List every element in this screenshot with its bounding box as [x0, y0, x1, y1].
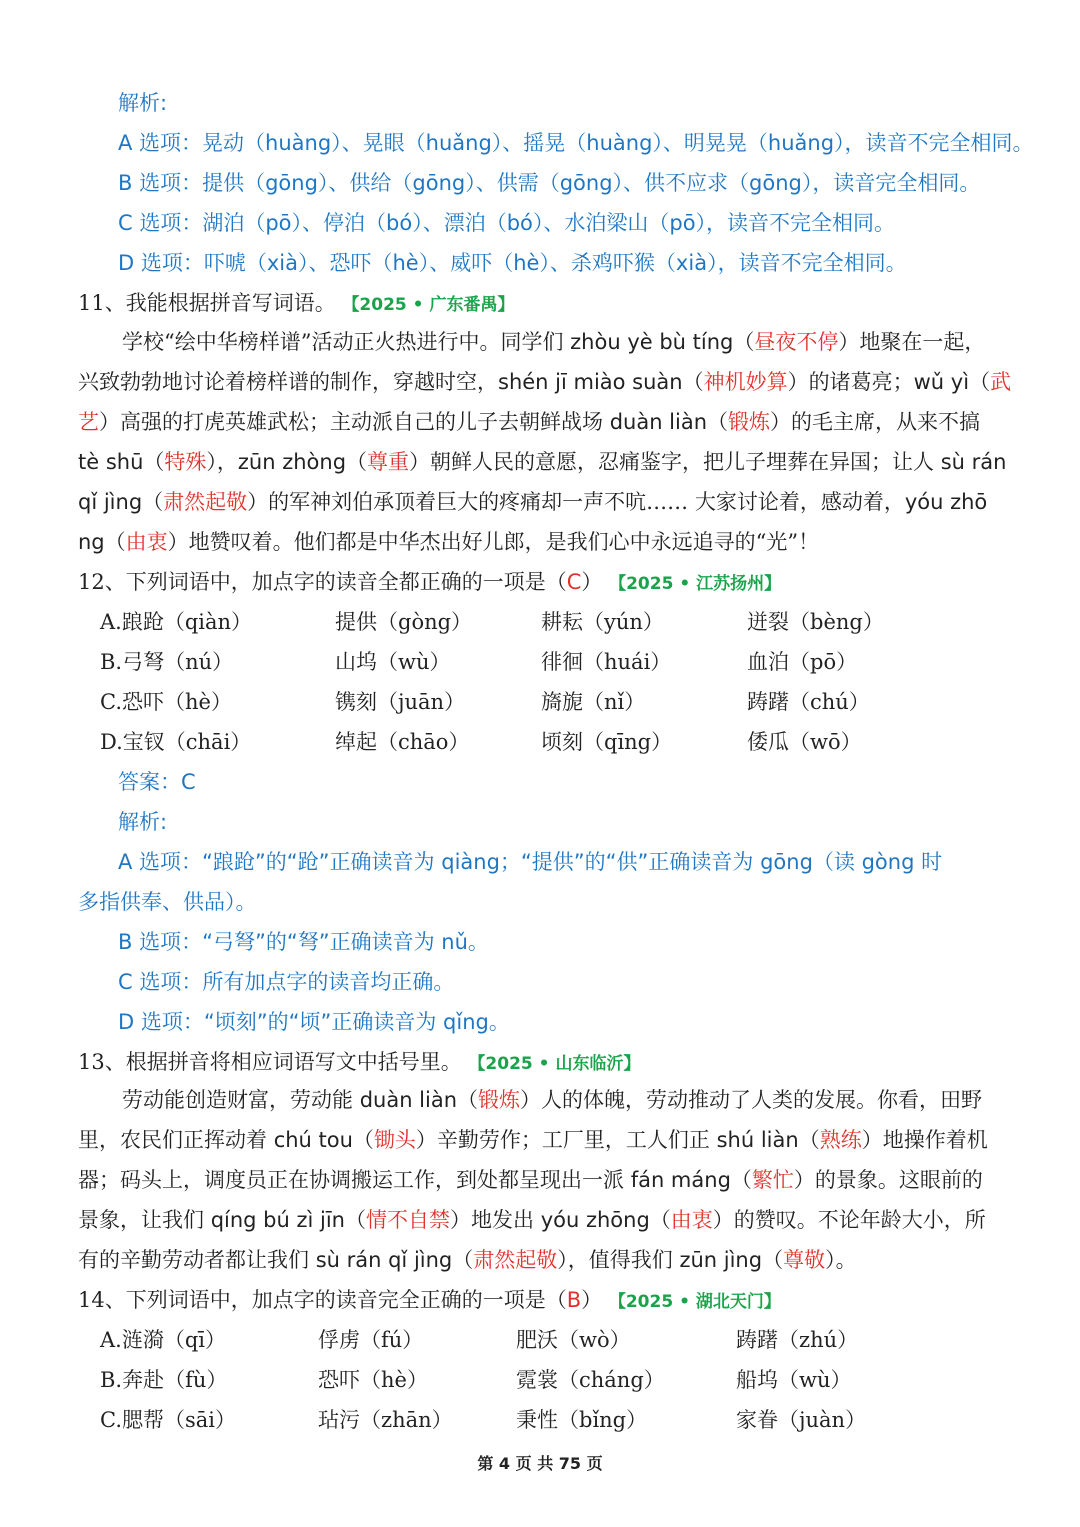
- q13-text: （: [649, 1208, 671, 1232]
- q11-text: （: [733, 330, 755, 354]
- q11-text: （: [142, 490, 164, 514]
- q12-option-item: 耕耘（yún）: [541, 610, 664, 634]
- q13-text: （: [762, 1248, 784, 1272]
- q12-option-item: 倭瓜（wō）: [747, 730, 862, 754]
- answer-word: 尊敬: [783, 1248, 826, 1272]
- q12-analysis-d: D 选项：“顷刻”的“顷”正确读音为 qǐng。: [118, 1010, 510, 1034]
- q13-text: 里，农民们正挥动着: [78, 1128, 274, 1152]
- pinyin: shú liàn: [716, 1128, 799, 1152]
- q12-option-item: 徘徊（huái）: [541, 650, 672, 674]
- q13-text: （: [457, 1088, 479, 1112]
- q13-text: （: [730, 1168, 752, 1192]
- answer-word: 尊重: [367, 450, 410, 474]
- answer-word: 昼夜不停: [754, 330, 839, 354]
- q13-text: ）的景象。这眼前的: [793, 1168, 983, 1192]
- pinyin: sù rán: [940, 450, 1007, 474]
- q12-option-item: 迸裂（bèng）: [747, 610, 884, 634]
- q11-line-6: [78, 522, 1080, 562]
- q13-tag: 【2025 • 山东临沂】: [468, 1054, 641, 1074]
- answer-word: 武: [990, 370, 1012, 394]
- q12-analysis-label: 解析:: [118, 810, 168, 834]
- page-number-footer: 第 4 页 共 75 页: [477, 1454, 603, 1473]
- q12-answer-letter: C: [566, 570, 582, 594]
- q14-option-item: A.涟漪（qī）: [100, 1328, 226, 1352]
- prev-analysis-a: A 选项：晃动（huàng）、晃眼（huǎng）、摇晃（huàng）、明晃晃（huǎng），读音不完全相同。: [118, 131, 1034, 155]
- q11-line-5: [78, 482, 1080, 522]
- q12-stem: 12、下列词语中，加点字的读音全都正确的一项是（: [78, 570, 567, 594]
- q13-text: 有的辛勤劳动者都让我们: [78, 1248, 316, 1272]
- q13-stem: 13、根据拼音将相应词语写文中括号里。: [78, 1050, 462, 1074]
- pinyin: yóu zhō: [904, 490, 988, 514]
- pinyin: zūn jìng: [679, 1248, 763, 1272]
- pinyin: qíng bú zì jīn: [210, 1208, 345, 1232]
- q13-text: ）地操作着机: [861, 1128, 988, 1152]
- q12-option-item: 顷刻（qīng）: [541, 730, 673, 754]
- q11-text: ），: [206, 450, 238, 474]
- q14-option-item: 玷污（zhān）: [318, 1408, 453, 1432]
- q12-option-item: D.宝钗（chāi）: [100, 730, 252, 754]
- q13-text: 器；码头上，调度员正在协调搬运工作，到处都呈现出一派: [78, 1168, 631, 1192]
- q14-option-item: C.腮帮（sāi）: [100, 1408, 237, 1432]
- answer-word: 肃然起敬: [473, 1248, 558, 1272]
- q12-option-item: B.弓弩（nú）: [100, 650, 234, 674]
- q12-option-row: [100, 722, 1080, 762]
- q11-text: 兴致勃勃地讨论着榜样谱的制作，穿越时空，: [78, 370, 498, 394]
- q13-text: ）的赞叹。不论年龄大小，所: [712, 1208, 986, 1232]
- q14-option-item: 家眷（juàn）: [736, 1408, 867, 1432]
- q13-text: ），值得我们: [557, 1248, 680, 1272]
- q13-line-4: [78, 1200, 1080, 1240]
- q14-stem-line: [78, 1280, 1080, 1320]
- q11-tag: 【2025 • 广东番禺】: [342, 295, 515, 315]
- q14-option-item: 踌躇（zhú）: [736, 1328, 859, 1352]
- q13-line-5: [78, 1240, 1080, 1280]
- answer-word: 由衷: [125, 530, 168, 554]
- answer-word: 特殊: [164, 450, 207, 474]
- q12-option-item: 绰起（chāo）: [335, 730, 470, 754]
- answer-word: 艺: [78, 410, 99, 434]
- q12-option-row: [100, 642, 1080, 682]
- q11-text: ）的军神刘伯承顶着巨大的疼痛却一声不吭…… 大家讨论着，感动着，: [247, 490, 905, 514]
- q14-option-item: 秉性（bǐng）: [516, 1408, 648, 1432]
- q13-text: 劳动能创造财富，劳动能: [122, 1088, 360, 1112]
- q12-answer-line: 答案：C: [118, 770, 196, 794]
- q14-tag: 【2025 • 湖北天门】: [608, 1292, 781, 1312]
- q11-text: ）地赞叹着。他们都是中华杰出好儿郎，是我们心中永远追寻的“光”！: [167, 530, 820, 554]
- q12-option-item: 山坞（wù）: [335, 650, 451, 674]
- q11-text: ）朝鲜人民的意愿，忍痛鉴字，把儿子埋葬在异国；让人: [409, 450, 941, 474]
- q11-text: ）高强的打虎英雄武松；主动派自己的儿子去朝鲜战场: [99, 410, 610, 434]
- q12-analysis-c: C 选项：所有加点字的读音均正确。: [118, 970, 455, 994]
- q12-option-item: 镌刻（juān）: [335, 690, 466, 714]
- q13-text: ）辛勤劳作；工厂里，工人们正: [415, 1128, 717, 1152]
- q12-analysis-a1: A 选项：“踉跄”的“跄”正确读音为 qiàng；“提供”的“供”正确读音为 gōng（读 gòng 时: [118, 850, 943, 874]
- q12-option-item: 踌躇（chú）: [747, 690, 870, 714]
- pinyin: shén jī miào suàn: [498, 370, 683, 394]
- pinyin: duàn liàn: [609, 410, 708, 434]
- q13-text: ）地发出: [450, 1208, 541, 1232]
- q11-text: （: [707, 410, 729, 434]
- q12-option-item: C.恐吓（hè）: [100, 690, 232, 714]
- q12-analysis-b: B 选项：“弓弩”的“弩”正确读音为 nǔ。: [118, 930, 489, 954]
- q11-text: （: [682, 370, 704, 394]
- q12-option-row: [100, 682, 1080, 722]
- q14-stem: 14、下列词语中，加点字的读音完全正确的一项是（: [78, 1288, 567, 1312]
- q12-option-row: [100, 602, 1080, 642]
- pinyin: duàn liàn: [359, 1088, 458, 1112]
- prev-analysis-c: C 选项：湖泊（pō）、停泊（bó）、漂泊（bó）、水泊梁山（pō），读音不完全相同。: [118, 211, 896, 235]
- answer-word: 锻炼: [728, 410, 771, 434]
- pinyin: fán máng: [630, 1168, 731, 1192]
- q12-stem-line: [78, 562, 1080, 602]
- q14-option-item: 霓裳（cháng）: [516, 1368, 665, 1392]
- q12-option-item: 旖旎（nǐ）: [541, 690, 646, 714]
- q14-option-row: [100, 1320, 1080, 1360]
- answer-word: 锻炼: [478, 1088, 521, 1112]
- q11-line-2: [78, 362, 1080, 402]
- q13-text: （: [345, 1208, 366, 1232]
- q11-text: （: [104, 530, 126, 554]
- q12-option-item: 提供（gòng）: [335, 610, 473, 634]
- q14-option-item: 船坞（wù）: [736, 1368, 852, 1392]
- q11-text: 学校“绘中华榜样谱”活动正火热进行中。同学们: [122, 330, 571, 354]
- pinyin: yóu zhōng: [540, 1208, 650, 1232]
- prev-analysis-d: D 选项：吓唬（xià）、恐吓（hè）、威吓（hè）、杀鸡吓猴（xià），读音不完全相同。: [118, 251, 907, 275]
- answer-word: 肃然起敬: [163, 490, 248, 514]
- q11-line-4: [78, 442, 1080, 482]
- q11-line-3: [78, 402, 1080, 442]
- q14-option-item: 恐吓（hè）: [318, 1368, 428, 1392]
- q13-text: （: [798, 1128, 820, 1152]
- pinyin: zhòu yè bù tíng: [570, 330, 734, 354]
- pinyin: wǔ yì: [913, 370, 970, 394]
- pinyin: tè shū: [78, 450, 144, 474]
- q13-line-3: [78, 1160, 1080, 1200]
- pinyin: ng: [78, 530, 105, 554]
- answer-word: 锄头: [373, 1128, 416, 1152]
- pinyin: sù rán qǐ jìng: [315, 1248, 453, 1272]
- prev-analysis-label: 解析:: [118, 91, 168, 115]
- q11-text: ）的诸葛亮；: [787, 370, 914, 394]
- q14-stem-close: ）: [581, 1288, 603, 1312]
- answer-word: 由衷: [670, 1208, 713, 1232]
- q13-text: （: [352, 1128, 374, 1152]
- q12-option-item: A.踉跄（qiàn）: [100, 610, 253, 634]
- q14-option-row: [100, 1360, 1080, 1400]
- pinyin: chú tou: [273, 1128, 353, 1152]
- q11-text: （: [346, 450, 368, 474]
- q11-text: ）的毛主席，从来不搞: [770, 410, 981, 434]
- q13-text: ）。: [825, 1248, 857, 1272]
- pinyin: zūn zhòng: [237, 450, 347, 474]
- q13-text: （: [452, 1248, 474, 1272]
- q14-answer-letter: B: [566, 1288, 582, 1312]
- prev-analysis-b: B 选项：提供（gōng）、供给（gōng）、供需（gōng）、供不应求（gōng），读音完全相同。: [118, 171, 981, 195]
- answer-word: 情不自禁: [366, 1208, 450, 1232]
- q14-option-row: [100, 1400, 1080, 1440]
- q14-option-item: 俘虏（fú）: [318, 1328, 424, 1352]
- q11-line-1: [122, 322, 1080, 362]
- q11-text: ）地聚在一起，: [838, 330, 986, 354]
- q13-line-1: [122, 1080, 1080, 1120]
- q12-tag: 【2025 • 江苏扬州】: [609, 574, 782, 594]
- q12-analysis-a2: 多指供奉、供品）。: [78, 890, 257, 914]
- q11-stem-line: [78, 283, 1080, 323]
- answer-word: 繁忙: [751, 1168, 794, 1192]
- q14-option-item: B.奔赴（fù）: [100, 1368, 228, 1392]
- q11-text: （: [143, 450, 165, 474]
- q11-text: （: [969, 370, 991, 394]
- q13-text: ）人的体魄，劳动推动了人类的发展。你看，田野: [520, 1088, 983, 1112]
- q13-text: 景象，让我们: [78, 1208, 211, 1232]
- q11-stem: 11、我能根据拼音写词语。: [78, 291, 336, 315]
- q13-stem-line: [78, 1042, 1080, 1082]
- q14-option-item: 肥沃（wò）: [516, 1328, 631, 1352]
- q13-line-2: [78, 1120, 1080, 1160]
- pinyin: qǐ jìng: [78, 490, 143, 514]
- answer-word: 神机妙算: [703, 370, 788, 394]
- q12-option-item: 血泊（pō）: [747, 650, 858, 674]
- q12-stem-close: ）: [581, 570, 603, 594]
- answer-word: 熟练: [819, 1128, 862, 1152]
